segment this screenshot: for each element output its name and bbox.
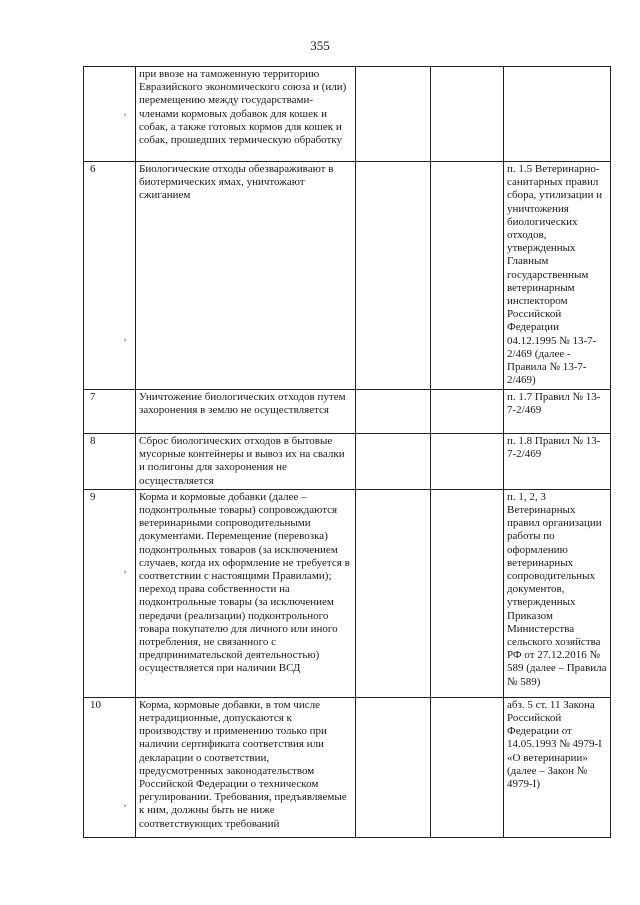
description-cell: Биологические отходы обезвараживают в биотермических ямах, уничтожают сжиганием (136, 162, 356, 390)
row-number: 10 (90, 698, 101, 711)
table-row (84, 697, 611, 837)
reference-cell: п. 1.8 Правил № 13-7-2/469 (504, 434, 611, 490)
table-row (84, 390, 611, 434)
empty-cell (356, 162, 431, 390)
reference-cell: п. 1.5 Ветеринарно-санитарных правил сбора, утилизации и уничтожения биологических отходов, утвержденных Главным государственным ветеринарным инспектором Российской Федерации 04.12.1995 № 13-7-2/469 (далее - Правила № 13-7-2/469) (504, 162, 611, 390)
empty-cell (356, 434, 431, 490)
row-number: 6 (90, 163, 96, 175)
margin-mark: , (124, 563, 127, 574)
margin-mark: , (124, 332, 127, 342)
row-number-cell (84, 162, 136, 390)
description-cell: Сброс биологических отходов в бытовые мусорные контейнеры и вывоз их на свалки и полигоны для захоронения не осуществляется (136, 434, 356, 490)
row-number-cell (84, 67, 136, 162)
row-number-cell (84, 697, 136, 837)
row-number: 9 (90, 490, 96, 503)
margin-mark: , (124, 797, 127, 808)
row-number-cell (84, 434, 136, 490)
table-row (84, 67, 611, 162)
row-number: 7 (90, 391, 96, 403)
empty-cell (356, 489, 431, 697)
empty-cell (356, 390, 431, 434)
reference-cell (504, 67, 611, 162)
empty-cell (431, 489, 504, 697)
row-number-cell (84, 489, 136, 697)
empty-cell (431, 67, 504, 162)
empty-cell (356, 67, 431, 162)
description-cell: Корма и кормовые добавки (далее – подконтрольные товары) сопровождаются ветеринарными сопроводительными документами. Перемещение (перевозка) подконтрольных товаров (за исключением случаев, когда их оформление не требуется в соответствии с настоящими Правилами); переход права собственности на подконтрольные товары (за исключением передачи (реализации) подконтрольного товара покупателю для личного или иного потребления, не связанного с предпринимательской деятельностью) осуществляется при наличии ВСД (136, 489, 356, 697)
empty-cell (431, 697, 504, 837)
reference-cell: абз. 5 ст. 11 Закона Российской Федерации от 14.05.1993 № 4979-I «О ветеринарии» (далее – Закон № 4979-I) (504, 697, 611, 837)
empty-cell (356, 697, 431, 837)
margin-mark: , (124, 107, 127, 117)
row-number-cell (84, 390, 136, 434)
table-row (84, 489, 611, 697)
reference-cell: п. 1, 2, 3 Ветеринарных правил организации работы по оформлению ветеринарных сопроводительных документов, утвержденных Приказом Министерства сельского хозяйства РФ от 27.12.2016 № 589 (далее – Правила № 589) (504, 489, 611, 697)
row-number: 8 (90, 435, 96, 447)
description-cell: Корма, кормовые добавки, в том числе нетрадиционные, допускаются к производству и применению только при наличии сертификата соответствия или декларации о соответствии, предусмотренных законодательством Российской Федерации о техническом регулировании. Требования, предъявляемые к ним, должны быть не ниже соответствующих требований (136, 697, 356, 837)
table-row (84, 434, 611, 490)
empty-cell (431, 162, 504, 390)
description-cell: Уничтожение биологических отходов путем захоронения в землю не осуществляется (136, 390, 356, 434)
empty-cell (431, 390, 504, 434)
reference-cell: п. 1.7 Правил № 13-7-2/469 (504, 390, 611, 434)
page-number: 355 (310, 38, 330, 53)
description-cell: при ввозе на таможенную территорию Евразийского экономического союза и (или) перемещению между государствами-членами кормовых добавок для кошек и собак, а также готовых кормов для кошек и собак, прошедших термическую обработку (136, 67, 356, 162)
requirements-table (83, 66, 611, 838)
table-row (84, 162, 611, 390)
empty-cell (431, 434, 504, 490)
